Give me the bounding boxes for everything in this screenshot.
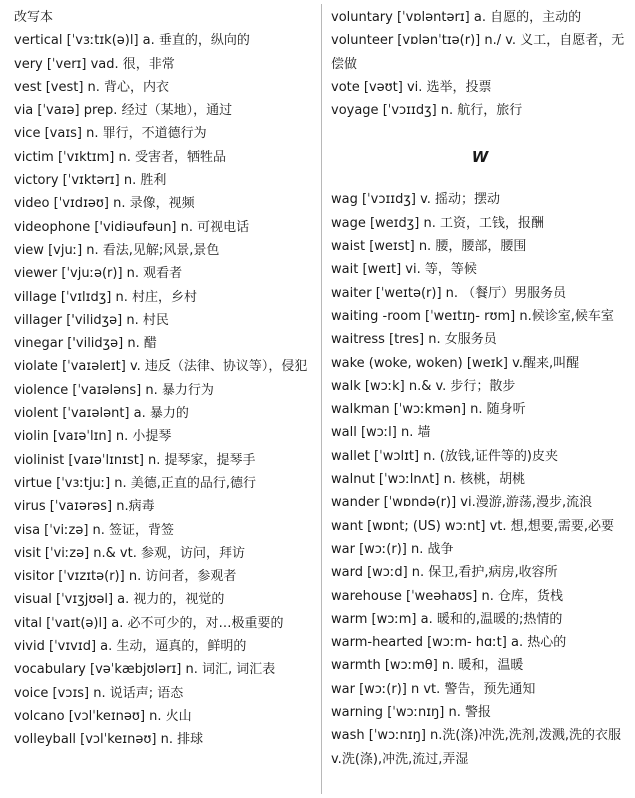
vocab-entry: vertical [ˈvɜːtɪk(ə)l] a. 垂直的，纵向的 bbox=[14, 33, 250, 49]
vocab-entry: villager ['vilidʒə] n. 村民 bbox=[14, 312, 169, 328]
vocab-entry: wash [ˈwɔːnɪŋ] n.洗(涤)冲洗,洗剂,泼溅,洗的衣服 v.洗(涤),冲洗,流过,弄湿 bbox=[331, 728, 621, 767]
vocab-entry: vinegar ['vilidʒə] n. 醋 bbox=[14, 336, 157, 352]
vocab-entry: warmth [wɔːmθ] n. 暖和，温暖 bbox=[331, 658, 524, 674]
vocab-entry: victory [ˈvɪktərɪ] n. 胜利 bbox=[14, 173, 167, 189]
vocab-entry: vital [ˈvaɪt(ə)l] a. 必不可少的，对…极重要的 bbox=[14, 615, 284, 631]
vocab-entry: vivid [ˈvɪvɪd] a. 生动，逼真的，鲜明的 bbox=[14, 639, 247, 655]
vocab-entry: viewer [ˈvjuːə(r)] n. 观看者 bbox=[14, 266, 183, 282]
vocab-entry: view [vjuː] n. 看法,见解;风景,景色 bbox=[14, 242, 220, 258]
vocab-entry: visa [ˈviːzə] n. 签证，背签 bbox=[14, 522, 175, 538]
vocab-entry: virus [ˈvaɪərəs] n.病毒 bbox=[14, 499, 155, 515]
vocab-entry: video [ˈvɪdɪəʊ] n. 录像，视频 bbox=[14, 196, 195, 212]
vocab-entry: walk [wɔːk] n.& v. 步行；散步 bbox=[331, 378, 516, 394]
vocab-entry: via [ˈvaɪə] prep. 经过（某地），通过 bbox=[14, 103, 233, 119]
vocab-entry: waiter [ˈweɪtə(r)] n. （餐厅）男服务员 bbox=[331, 285, 567, 301]
vocab-entry: wallet [ˈwɔlɪt] n. (放钱,证件等的)皮夹 bbox=[331, 448, 558, 464]
left-entry-list bbox=[14, 29, 318, 751]
vocab-entry: virtue [ˈvɜːtjuː] n. 美德,正直的品行,德行 bbox=[14, 475, 257, 491]
vocab-entry: war [wɔː(r)] n vt. 警告，预先通知 bbox=[331, 681, 536, 697]
vocab-entry: visual [ˈvɪʒjʊəl] a. 视力的，视觉的 bbox=[14, 592, 225, 608]
vocab-entry: very [ˈverɪ] vad. 很，非常 bbox=[14, 56, 175, 72]
vocab-entry: war [wɔː(r)] n. 战争 bbox=[331, 541, 454, 557]
left-column bbox=[14, 6, 318, 752]
vocab-entry: want [wɒnt; (US) wɔːnt] vt. 想,想要,需要,必要 bbox=[331, 518, 615, 534]
vocab-entry: visitor [ˈvɪzɪtə(r)] n. 访问者，参观者 bbox=[14, 569, 237, 585]
vocab-entry: vote [vəʊt] vi. 选举，投票 bbox=[331, 79, 492, 95]
vocab-entry: vest [vest] n. 背心，内衣 bbox=[14, 79, 170, 95]
vocab-entry: violin [vaɪəˈlɪn] n. 小提琴 bbox=[14, 429, 172, 445]
vocab-entry: violent [ˈvaɪələnt] a. 暴力的 bbox=[14, 406, 189, 422]
vocab-entry: village [ˈvɪlɪdʒ] n. 村庄，乡村 bbox=[14, 289, 197, 305]
column-divider bbox=[321, 4, 322, 794]
vocab-entry: warning [ˈwɔːnɪŋ] n. 警报 bbox=[331, 705, 492, 721]
page-header: 改写本 bbox=[14, 10, 54, 25]
vocab-entry: walkman [ˈwɔːkmən] n. 随身听 bbox=[331, 402, 526, 418]
vocab-entry: violinist [vaɪəˈlɪnɪst] n. 提琴家，提琴手 bbox=[14, 452, 256, 468]
vocab-entry: videophone ['vidiəufəun] n. 可视电话 bbox=[14, 219, 250, 235]
vocab-entry: victim [ˈvɪktɪm] n. 受害者，牺牲品 bbox=[14, 149, 226, 165]
right-entry-list bbox=[331, 188, 629, 770]
vocab-entry: wag [ˈvɔɪɪdʒ] v. 摇动；摆动 bbox=[331, 192, 501, 208]
vocab-entry: ward [wɔːd] n. 保卫,看护,病房,收容所 bbox=[331, 565, 558, 581]
vocab-entry: waitress [tres] n. 女服务员 bbox=[331, 332, 497, 348]
section-letter-heading: W bbox=[471, 148, 489, 167]
vocab-entry: warm [wɔːm] a. 暖和的,温暖的;热情的 bbox=[331, 611, 563, 627]
vocab-entry: wait [weɪt] vi. 等，等候 bbox=[331, 262, 477, 278]
right-column bbox=[331, 6, 629, 771]
vocab-entry: volunteer [vɒlənˈtɪə(r)] n./ v. 义工，自愿者，无偿做 bbox=[331, 33, 625, 72]
vocab-entry: waiting -room [ˈweɪtɪŋ- rʊm] n.候诊室,候车室 bbox=[331, 308, 614, 324]
vocab-entry: volcano [vɔlˈkeɪnəʊ] n. 火山 bbox=[14, 708, 192, 724]
vocab-entry: violence [ˈvaɪələns] n. 暴力行为 bbox=[14, 382, 214, 398]
vocab-entry: waist [weɪst] n. 腰，腰部，腰围 bbox=[331, 239, 527, 255]
vocab-entry: wake (woke, woken) [weɪk] v.醒来,叫醒 bbox=[331, 355, 580, 371]
vocab-entry: voluntary [ˈvɒləntərɪ] a. 自愿的，主动的 bbox=[331, 10, 582, 25]
vocab-entry: voyage [ˈvɔɪɪdʒ] n. 航行，旅行 bbox=[331, 103, 523, 119]
vocab-entry: warehouse [ˈweəhaʊs] n. 仓库，货栈 bbox=[331, 588, 563, 604]
vocab-entry: violate [ˈvaɪəleɪt] v. 违反（法律、协议等），侵犯 bbox=[14, 359, 308, 375]
vocab-entry: voice [vɔɪs] n. 说话声; 语态 bbox=[14, 685, 184, 701]
vocab-entry: warm-hearted [wɔːm- hɑːt] a. 热心的 bbox=[331, 635, 567, 651]
vocab-entry: vocabulary [vəˈkæbjʊlərɪ] n. 词汇, 词汇表 bbox=[14, 662, 276, 678]
vocab-entry: wage [weɪdʒ] n. 工资，工钱，报酬 bbox=[331, 215, 544, 231]
vocab-entry: wall [wɔːl] n. 墙 bbox=[331, 425, 431, 441]
vocab-entry: vice [vaɪs] n. 罪行，不道德行为 bbox=[14, 126, 207, 142]
vocab-entry: visit [ˈviːzə] n.& vt. 参观，访问，拜访 bbox=[14, 545, 245, 561]
vocab-entry: volleyball [vɔlˈkeɪnəʊ] n. 排球 bbox=[14, 732, 204, 748]
right-top-entry-list bbox=[331, 6, 629, 122]
vocab-entry: walnut [ˈwɔːlnʌt] n. 核桃，胡桃 bbox=[331, 472, 526, 488]
vocab-entry: wander [ˈwɒndə(r)] vi.漫游,游荡,漫步,流浪 bbox=[331, 495, 593, 511]
